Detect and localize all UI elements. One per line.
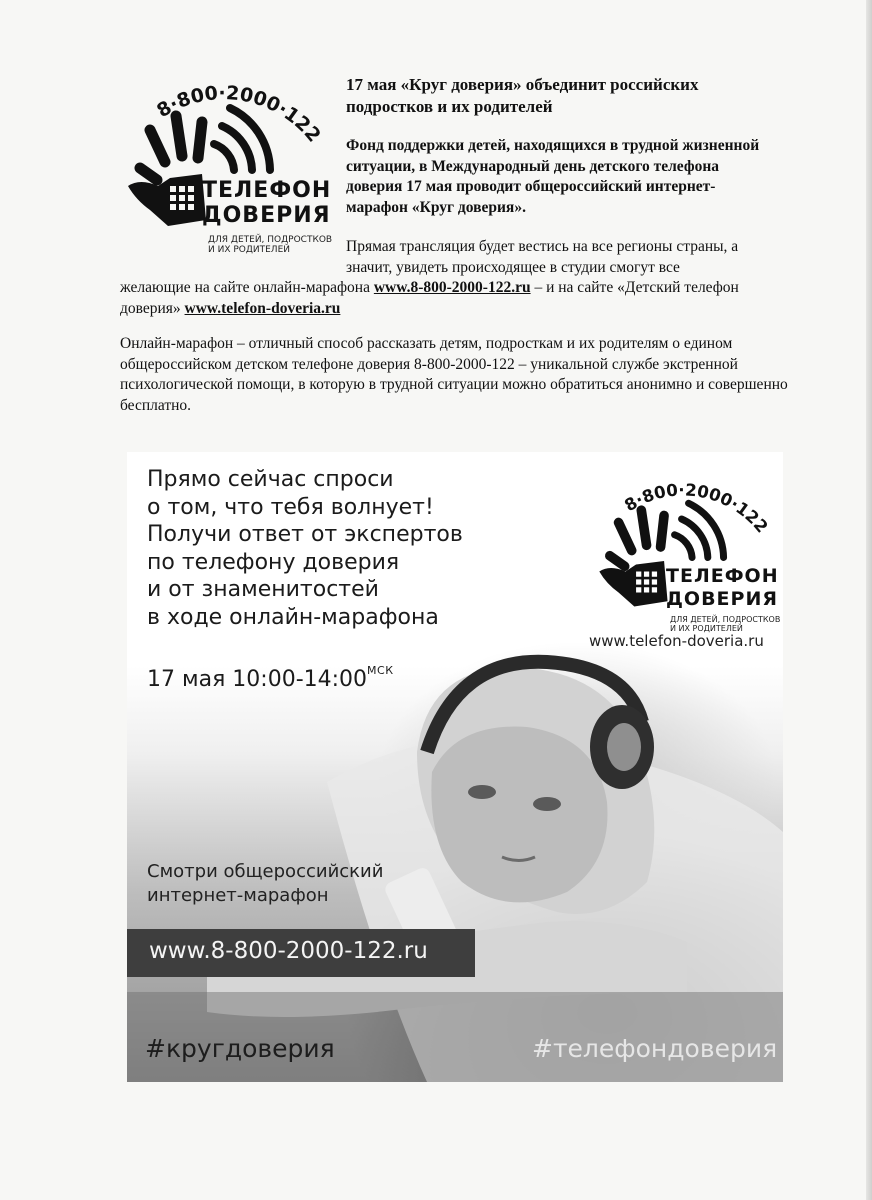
helpline-logo <box>110 70 335 270</box>
poster-helpline-logo <box>582 470 782 645</box>
logo-phone: 8·800·2000·122 <box>153 82 325 147</box>
slogan-line: в ходе онлайн-марафона <box>147 604 439 630</box>
poster-slogan <box>147 466 463 631</box>
hashtag-telefon-doveria: #телефондоверия <box>532 1034 778 1063</box>
watch-line: интернет-марафон <box>147 885 329 906</box>
slogan-line: и от знаменитостей <box>147 577 379 602</box>
logo-subtitle-line1: ДЛЯ ДЕТЕЙ, ПОДРОСТКОВ <box>208 235 333 245</box>
watch-line: Смотри общероссийский <box>147 861 384 882</box>
marathon-date <box>147 664 394 692</box>
paragraph-text: – и на сайте «Детский телефон доверия» <box>120 279 739 317</box>
poster-logo-phone: 8·800·2000·122 <box>621 480 772 537</box>
timezone: МСК <box>367 664 394 677</box>
logo-brand-line2: ДОВЕРИЯ <box>666 588 778 610</box>
marathon-url: www.8-800-2000-122.ru <box>149 938 428 964</box>
date-time: 17 мая 10:00-14:00 <box>147 667 368 692</box>
article-paragraph-1-end <box>120 278 800 319</box>
logo-subtitle-line2: И ИХ РОДИТЕЛЕЙ <box>670 624 743 633</box>
hashtag-krug-doveria: #кругдоверия <box>145 1034 335 1063</box>
slogan-line: Прямо сейчас спроси <box>147 467 394 492</box>
logo-subtitle-line2: И ИХ РОДИТЕЛЕЙ <box>208 245 290 255</box>
poster-site-url: www.telefon-doveria.ru <box>589 632 764 650</box>
helpline-site-link[interactable]: www.telefon-doveria.ru <box>184 299 341 317</box>
marathon-url-bar <box>127 929 475 977</box>
paragraph-text: желающие на сайте онлайн-марафона <box>120 279 374 296</box>
marathon-site-link[interactable]: www.8-800-2000-122.ru <box>373 279 531 296</box>
logo-brand-line1: ТЕЛЕФОН <box>666 565 779 587</box>
article-headline: 17 мая «Круг доверия» объединит российских подростков и их родителей <box>346 75 699 116</box>
logo-brand-line2: ДОВЕРИЯ <box>202 203 331 228</box>
slogan-line: Получи ответ от экспертов <box>147 522 463 547</box>
scan-edge <box>866 0 872 1200</box>
article-paragraph-1-start: Прямая трансляция будет вестись на все регионы страны, а значит, увидеть происходящее в студии смогут все <box>346 238 739 276</box>
marathon-poster <box>127 452 783 1082</box>
article-lead: Фонд поддержки детей, находящихся в трудной жизненной ситуации, в Международный день детского телефона доверия 17 мая проводит общероссийский интернет-марафон «Круг доверия». <box>346 137 760 216</box>
article-paragraph-2: Онлайн-марафон – отличный способ рассказать детям, подросткам и их родителям о едином общероссийском детском телефоне доверия 8-800-2000-122 – уникальной службе экстренной психологической помощи, в которую в трудной ситуации можно обратиться анонимно и совершенно бесплатно. <box>120 335 788 414</box>
logo-subtitle-line1: ДЛЯ ДЕТЕЙ, ПОДРОСТКОВ <box>670 615 781 624</box>
logo-brand-line1: ТЕЛЕФОН <box>202 178 332 203</box>
slogan-line: по телефону доверия <box>147 549 400 575</box>
slogan-line: о том, что тебя волнует! <box>147 494 434 520</box>
watch-marathon-text <box>147 860 383 908</box>
